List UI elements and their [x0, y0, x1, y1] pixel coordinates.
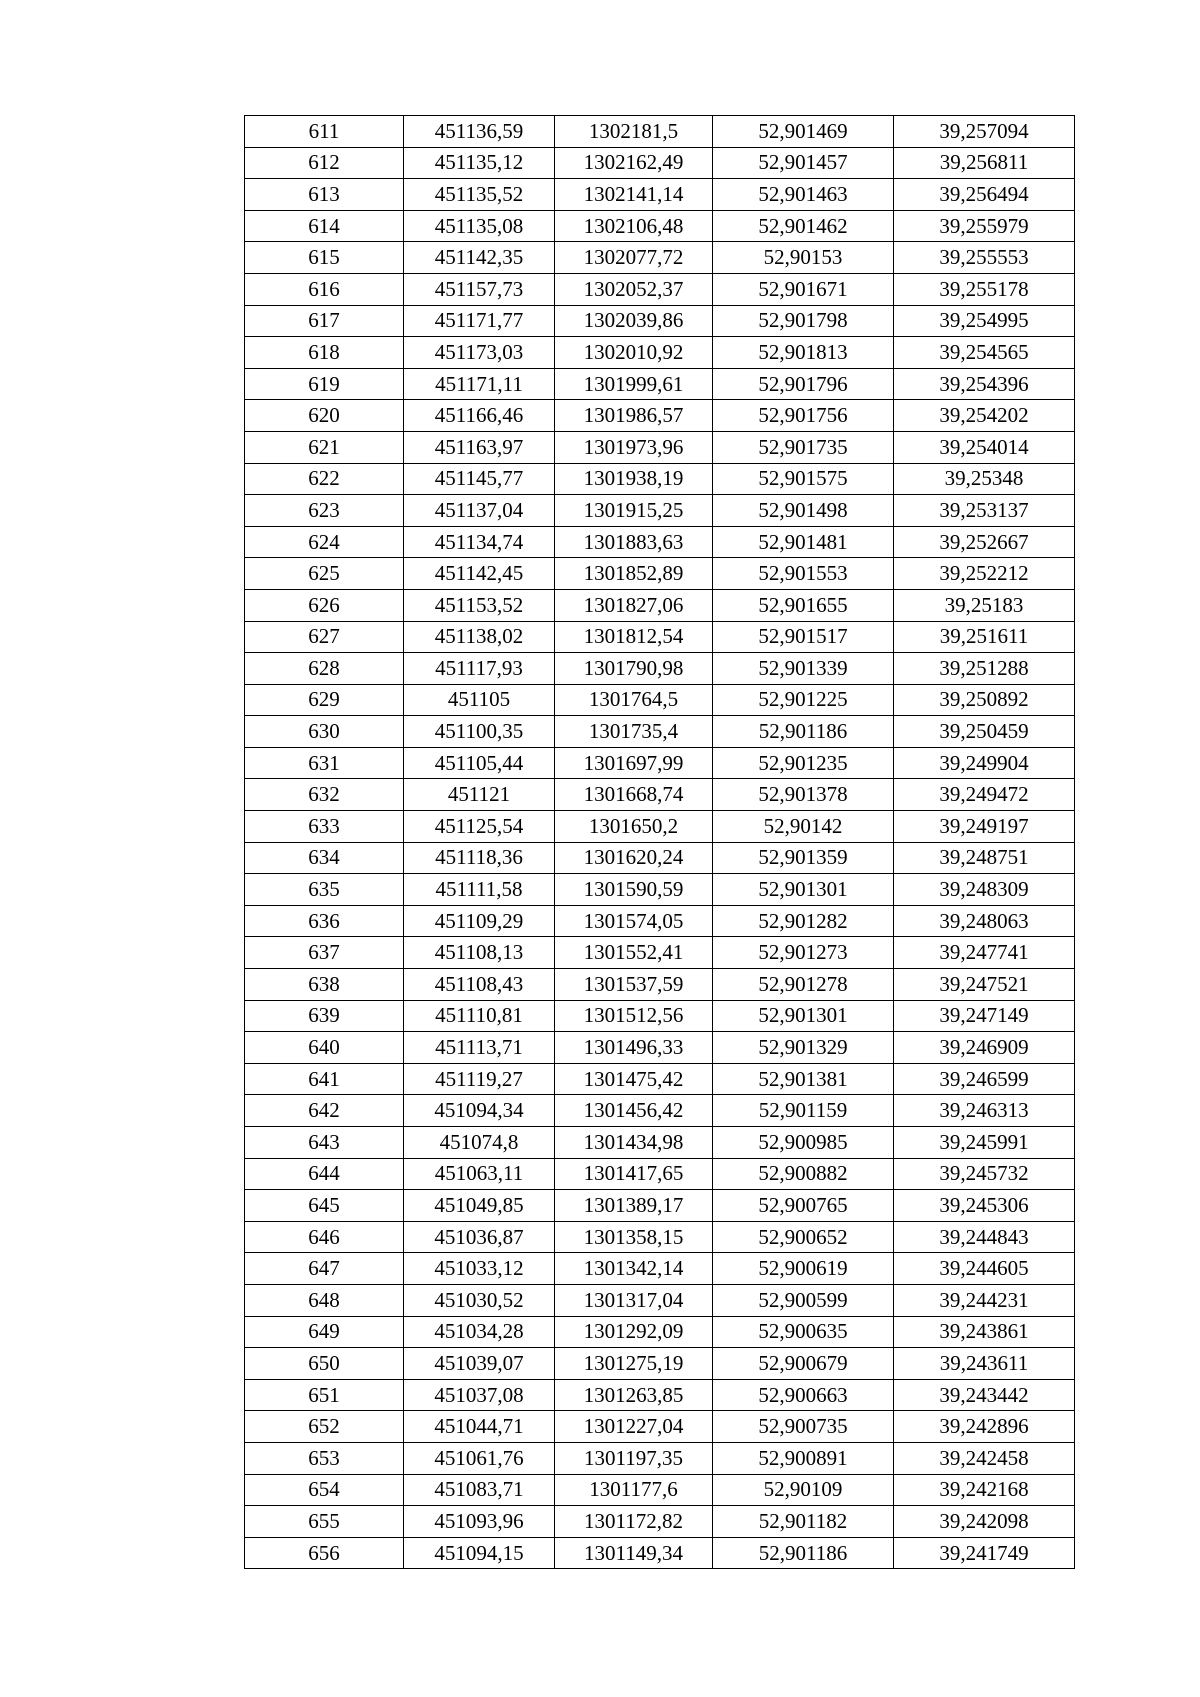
latitude-cell: 52,901329 [713, 1032, 894, 1064]
x-coordinate-cell: 451118,36 [404, 842, 555, 874]
y-coordinate-cell: 1302181,5 [555, 116, 713, 148]
point-number-cell: 650 [245, 1348, 404, 1380]
y-coordinate-cell: 1301999,61 [555, 368, 713, 400]
latitude-cell: 52,900652 [713, 1221, 894, 1253]
table-row [245, 937, 1075, 969]
x-coordinate-cell: 451109,29 [404, 905, 555, 937]
point-number-cell: 627 [245, 621, 404, 653]
x-coordinate-cell: 451136,59 [404, 116, 555, 148]
y-coordinate-cell: 1302039,86 [555, 305, 713, 337]
y-coordinate-cell: 1301227,04 [555, 1411, 713, 1443]
x-coordinate-cell: 451117,93 [404, 653, 555, 685]
latitude-cell: 52,901182 [713, 1506, 894, 1538]
longitude-cell: 39,251288 [894, 653, 1075, 685]
longitude-cell: 39,244605 [894, 1253, 1075, 1285]
x-coordinate-cell: 451093,96 [404, 1506, 555, 1538]
point-number-cell: 619 [245, 368, 404, 400]
x-coordinate-cell: 451034,28 [404, 1316, 555, 1348]
y-coordinate-cell: 1301275,19 [555, 1348, 713, 1380]
latitude-cell: 52,901225 [713, 684, 894, 716]
y-coordinate-cell: 1301263,85 [555, 1379, 713, 1411]
point-number-cell: 652 [245, 1411, 404, 1443]
table-row [245, 842, 1075, 874]
longitude-cell: 39,242098 [894, 1506, 1075, 1538]
table-row [245, 1506, 1075, 1538]
table-row [245, 1474, 1075, 1506]
y-coordinate-cell: 1301434,98 [555, 1127, 713, 1159]
longitude-cell: 39,255553 [894, 242, 1075, 274]
y-coordinate-cell: 1301197,35 [555, 1442, 713, 1474]
latitude-cell: 52,901517 [713, 621, 894, 653]
point-number-cell: 614 [245, 210, 404, 242]
longitude-cell: 39,249472 [894, 779, 1075, 811]
table-row [245, 653, 1075, 685]
longitude-cell: 39,25348 [894, 463, 1075, 495]
table-row [245, 684, 1075, 716]
longitude-cell: 39,241749 [894, 1537, 1075, 1569]
longitude-cell: 39,244231 [894, 1284, 1075, 1316]
longitude-cell: 39,248309 [894, 874, 1075, 906]
latitude-cell: 52,901273 [713, 937, 894, 969]
table-row [245, 463, 1075, 495]
y-coordinate-cell: 1301650,2 [555, 811, 713, 843]
longitude-cell: 39,245306 [894, 1190, 1075, 1222]
latitude-cell: 52,901655 [713, 589, 894, 621]
longitude-cell: 39,251611 [894, 621, 1075, 653]
longitude-cell: 39,252667 [894, 526, 1075, 558]
x-coordinate-cell: 451113,71 [404, 1032, 555, 1064]
y-coordinate-cell: 1301537,59 [555, 969, 713, 1001]
table-row [245, 811, 1075, 843]
x-coordinate-cell: 451105 [404, 684, 555, 716]
latitude-cell: 52,90109 [713, 1474, 894, 1506]
latitude-cell: 52,901798 [713, 305, 894, 337]
x-coordinate-cell: 451063,11 [404, 1158, 555, 1190]
x-coordinate-cell: 451135,52 [404, 179, 555, 211]
table-row [245, 1221, 1075, 1253]
x-coordinate-cell: 451030,52 [404, 1284, 555, 1316]
point-number-cell: 646 [245, 1221, 404, 1253]
point-number-cell: 621 [245, 431, 404, 463]
y-coordinate-cell: 1301986,57 [555, 400, 713, 432]
point-number-cell: 615 [245, 242, 404, 274]
longitude-cell: 39,244843 [894, 1221, 1075, 1253]
table-row [245, 1032, 1075, 1064]
longitude-cell: 39,253137 [894, 495, 1075, 527]
longitude-cell: 39,245732 [894, 1158, 1075, 1190]
table-row [245, 1348, 1075, 1380]
y-coordinate-cell: 1301292,09 [555, 1316, 713, 1348]
y-coordinate-cell: 1302052,37 [555, 273, 713, 305]
point-number-cell: 626 [245, 589, 404, 621]
y-coordinate-cell: 1301177,6 [555, 1474, 713, 1506]
longitude-cell: 39,254014 [894, 431, 1075, 463]
table-row [245, 495, 1075, 527]
y-coordinate-cell: 1301417,65 [555, 1158, 713, 1190]
point-number-cell: 625 [245, 558, 404, 590]
longitude-cell: 39,250892 [894, 684, 1075, 716]
table-row [245, 1284, 1075, 1316]
x-coordinate-cell: 451166,46 [404, 400, 555, 432]
point-number-cell: 623 [245, 495, 404, 527]
point-number-cell: 622 [245, 463, 404, 495]
y-coordinate-cell: 1302010,92 [555, 337, 713, 369]
latitude-cell: 52,901462 [713, 210, 894, 242]
latitude-cell: 52,901186 [713, 1537, 894, 1569]
latitude-cell: 52,901186 [713, 716, 894, 748]
y-coordinate-cell: 1301620,24 [555, 842, 713, 874]
y-coordinate-cell: 1301827,06 [555, 589, 713, 621]
longitude-cell: 39,248063 [894, 905, 1075, 937]
longitude-cell: 39,247149 [894, 1000, 1075, 1032]
latitude-cell: 52,900891 [713, 1442, 894, 1474]
point-number-cell: 611 [245, 116, 404, 148]
latitude-cell: 52,900735 [713, 1411, 894, 1443]
coordinates-table [244, 115, 1075, 1569]
point-number-cell: 629 [245, 684, 404, 716]
point-number-cell: 647 [245, 1253, 404, 1285]
longitude-cell: 39,245991 [894, 1127, 1075, 1159]
x-coordinate-cell: 451138,02 [404, 621, 555, 653]
y-coordinate-cell: 1301456,42 [555, 1095, 713, 1127]
longitude-cell: 39,252212 [894, 558, 1075, 590]
point-number-cell: 639 [245, 1000, 404, 1032]
point-number-cell: 656 [245, 1537, 404, 1569]
table-row [245, 526, 1075, 558]
point-number-cell: 649 [245, 1316, 404, 1348]
latitude-cell: 52,901301 [713, 1000, 894, 1032]
point-number-cell: 654 [245, 1474, 404, 1506]
point-number-cell: 630 [245, 716, 404, 748]
table-row [245, 116, 1075, 148]
point-number-cell: 624 [245, 526, 404, 558]
y-coordinate-cell: 1301668,74 [555, 779, 713, 811]
x-coordinate-cell: 451110,81 [404, 1000, 555, 1032]
y-coordinate-cell: 1301764,5 [555, 684, 713, 716]
table-row [245, 1158, 1075, 1190]
x-coordinate-cell: 451083,71 [404, 1474, 555, 1506]
table-row [245, 400, 1075, 432]
table-row [245, 716, 1075, 748]
y-coordinate-cell: 1301496,33 [555, 1032, 713, 1064]
longitude-cell: 39,247741 [894, 937, 1075, 969]
point-number-cell: 628 [245, 653, 404, 685]
y-coordinate-cell: 1302162,49 [555, 147, 713, 179]
x-coordinate-cell: 451134,74 [404, 526, 555, 558]
latitude-cell: 52,901756 [713, 400, 894, 432]
x-coordinate-cell: 451173,03 [404, 337, 555, 369]
table-row [245, 368, 1075, 400]
longitude-cell: 39,256811 [894, 147, 1075, 179]
y-coordinate-cell: 1301590,59 [555, 874, 713, 906]
latitude-cell: 52,900882 [713, 1158, 894, 1190]
y-coordinate-cell: 1301735,4 [555, 716, 713, 748]
point-number-cell: 648 [245, 1284, 404, 1316]
x-coordinate-cell: 451033,12 [404, 1253, 555, 1285]
latitude-cell: 52,900619 [713, 1253, 894, 1285]
point-number-cell: 633 [245, 811, 404, 843]
x-coordinate-cell: 451157,73 [404, 273, 555, 305]
x-coordinate-cell: 451135,12 [404, 147, 555, 179]
point-number-cell: 653 [245, 1442, 404, 1474]
y-coordinate-cell: 1301172,82 [555, 1506, 713, 1538]
point-number-cell: 636 [245, 905, 404, 937]
latitude-cell: 52,900679 [713, 1348, 894, 1380]
table-row [245, 210, 1075, 242]
table-row [245, 558, 1075, 590]
x-coordinate-cell: 451135,08 [404, 210, 555, 242]
longitude-cell: 39,242896 [894, 1411, 1075, 1443]
x-coordinate-cell: 451105,44 [404, 747, 555, 779]
y-coordinate-cell: 1301812,54 [555, 621, 713, 653]
latitude-cell: 52,901671 [713, 273, 894, 305]
latitude-cell: 52,901463 [713, 179, 894, 211]
longitude-cell: 39,254565 [894, 337, 1075, 369]
table-row [245, 589, 1075, 621]
x-coordinate-cell: 451171,77 [404, 305, 555, 337]
point-number-cell: 638 [245, 969, 404, 1001]
table-row [245, 905, 1075, 937]
point-number-cell: 612 [245, 147, 404, 179]
table-row [245, 1537, 1075, 1569]
point-number-cell: 613 [245, 179, 404, 211]
x-coordinate-cell: 451125,54 [404, 811, 555, 843]
x-coordinate-cell: 451100,35 [404, 716, 555, 748]
y-coordinate-cell: 1301512,56 [555, 1000, 713, 1032]
latitude-cell: 52,901553 [713, 558, 894, 590]
latitude-cell: 52,901378 [713, 779, 894, 811]
x-coordinate-cell: 451044,71 [404, 1411, 555, 1443]
longitude-cell: 39,254202 [894, 400, 1075, 432]
latitude-cell: 52,901359 [713, 842, 894, 874]
latitude-cell: 52,900765 [713, 1190, 894, 1222]
longitude-cell: 39,25183 [894, 589, 1075, 621]
point-number-cell: 642 [245, 1095, 404, 1127]
longitude-cell: 39,247521 [894, 969, 1075, 1001]
y-coordinate-cell: 1301574,05 [555, 905, 713, 937]
y-coordinate-cell: 1301973,96 [555, 431, 713, 463]
table-row [245, 969, 1075, 1001]
y-coordinate-cell: 1301342,14 [555, 1253, 713, 1285]
y-coordinate-cell: 1301389,17 [555, 1190, 713, 1222]
x-coordinate-cell: 451137,04 [404, 495, 555, 527]
y-coordinate-cell: 1302077,72 [555, 242, 713, 274]
table-row [245, 1253, 1075, 1285]
longitude-cell: 39,249197 [894, 811, 1075, 843]
point-number-cell: 631 [245, 747, 404, 779]
point-number-cell: 640 [245, 1032, 404, 1064]
y-coordinate-cell: 1301475,42 [555, 1063, 713, 1095]
table-row [245, 1316, 1075, 1348]
latitude-cell: 52,901481 [713, 526, 894, 558]
longitude-cell: 39,250459 [894, 716, 1075, 748]
latitude-cell: 52,901813 [713, 337, 894, 369]
y-coordinate-cell: 1302106,48 [555, 210, 713, 242]
longitude-cell: 39,243861 [894, 1316, 1075, 1348]
longitude-cell: 39,246909 [894, 1032, 1075, 1064]
table-row [245, 747, 1075, 779]
table-row [245, 1063, 1075, 1095]
table-row [245, 1000, 1075, 1032]
longitude-cell: 39,248751 [894, 842, 1075, 874]
latitude-cell: 52,900635 [713, 1316, 894, 1348]
longitude-cell: 39,249904 [894, 747, 1075, 779]
coordinates-table-body [245, 116, 1075, 1569]
x-coordinate-cell: 451171,11 [404, 368, 555, 400]
latitude-cell: 52,901301 [713, 874, 894, 906]
latitude-cell: 52,900663 [713, 1379, 894, 1411]
x-coordinate-cell: 451145,77 [404, 463, 555, 495]
y-coordinate-cell: 1301883,63 [555, 526, 713, 558]
table-row [245, 337, 1075, 369]
y-coordinate-cell: 1301317,04 [555, 1284, 713, 1316]
latitude-cell: 52,901735 [713, 431, 894, 463]
x-coordinate-cell: 451061,76 [404, 1442, 555, 1474]
longitude-cell: 39,255979 [894, 210, 1075, 242]
table-row [245, 779, 1075, 811]
x-coordinate-cell: 451163,97 [404, 431, 555, 463]
latitude-cell: 52,900599 [713, 1284, 894, 1316]
point-number-cell: 634 [245, 842, 404, 874]
y-coordinate-cell: 1301149,34 [555, 1537, 713, 1569]
y-coordinate-cell: 1301915,25 [555, 495, 713, 527]
x-coordinate-cell: 451037,08 [404, 1379, 555, 1411]
x-coordinate-cell: 451094,15 [404, 1537, 555, 1569]
longitude-cell: 39,255178 [894, 273, 1075, 305]
table-row [245, 147, 1075, 179]
point-number-cell: 618 [245, 337, 404, 369]
table-row [245, 1127, 1075, 1159]
x-coordinate-cell: 451119,27 [404, 1063, 555, 1095]
longitude-cell: 39,254396 [894, 368, 1075, 400]
latitude-cell: 52,901796 [713, 368, 894, 400]
x-coordinate-cell: 451049,85 [404, 1190, 555, 1222]
latitude-cell: 52,901235 [713, 747, 894, 779]
table-row [245, 621, 1075, 653]
longitude-cell: 39,246599 [894, 1063, 1075, 1095]
latitude-cell: 52,901498 [713, 495, 894, 527]
x-coordinate-cell: 451036,87 [404, 1221, 555, 1253]
latitude-cell: 52,901457 [713, 147, 894, 179]
y-coordinate-cell: 1301790,98 [555, 653, 713, 685]
latitude-cell: 52,901282 [713, 905, 894, 937]
table-row [245, 874, 1075, 906]
table-row [245, 1190, 1075, 1222]
latitude-cell: 52,901469 [713, 116, 894, 148]
table-row [245, 305, 1075, 337]
x-coordinate-cell: 451121 [404, 779, 555, 811]
x-coordinate-cell: 451039,07 [404, 1348, 555, 1380]
longitude-cell: 39,254995 [894, 305, 1075, 337]
table-row [245, 242, 1075, 274]
latitude-cell: 52,901575 [713, 463, 894, 495]
point-number-cell: 616 [245, 273, 404, 305]
table-row [245, 1411, 1075, 1443]
longitude-cell: 39,257094 [894, 116, 1075, 148]
table-row [245, 179, 1075, 211]
x-coordinate-cell: 451074,8 [404, 1127, 555, 1159]
point-number-cell: 644 [245, 1158, 404, 1190]
point-number-cell: 641 [245, 1063, 404, 1095]
latitude-cell: 52,90153 [713, 242, 894, 274]
x-coordinate-cell: 451108,13 [404, 937, 555, 969]
latitude-cell: 52,90142 [713, 811, 894, 843]
latitude-cell: 52,901339 [713, 653, 894, 685]
point-number-cell: 655 [245, 1506, 404, 1538]
x-coordinate-cell: 451111,58 [404, 874, 555, 906]
longitude-cell: 39,256494 [894, 179, 1075, 211]
x-coordinate-cell: 451142,45 [404, 558, 555, 590]
longitude-cell: 39,243611 [894, 1348, 1075, 1380]
latitude-cell: 52,901381 [713, 1063, 894, 1095]
y-coordinate-cell: 1301697,99 [555, 747, 713, 779]
point-number-cell: 651 [245, 1379, 404, 1411]
x-coordinate-cell: 451153,52 [404, 589, 555, 621]
longitude-cell: 39,243442 [894, 1379, 1075, 1411]
latitude-cell: 52,900985 [713, 1127, 894, 1159]
point-number-cell: 635 [245, 874, 404, 906]
table-row [245, 1095, 1075, 1127]
table-row [245, 1379, 1075, 1411]
x-coordinate-cell: 451142,35 [404, 242, 555, 274]
y-coordinate-cell: 1301938,19 [555, 463, 713, 495]
y-coordinate-cell: 1301552,41 [555, 937, 713, 969]
latitude-cell: 52,901278 [713, 969, 894, 1001]
point-number-cell: 620 [245, 400, 404, 432]
y-coordinate-cell: 1302141,14 [555, 179, 713, 211]
table-row [245, 273, 1075, 305]
point-number-cell: 637 [245, 937, 404, 969]
longitude-cell: 39,242458 [894, 1442, 1075, 1474]
y-coordinate-cell: 1301852,89 [555, 558, 713, 590]
x-coordinate-cell: 451094,34 [404, 1095, 555, 1127]
point-number-cell: 632 [245, 779, 404, 811]
longitude-cell: 39,246313 [894, 1095, 1075, 1127]
x-coordinate-cell: 451108,43 [404, 969, 555, 1001]
point-number-cell: 645 [245, 1190, 404, 1222]
point-number-cell: 643 [245, 1127, 404, 1159]
y-coordinate-cell: 1301358,15 [555, 1221, 713, 1253]
point-number-cell: 617 [245, 305, 404, 337]
longitude-cell: 39,242168 [894, 1474, 1075, 1506]
table-row [245, 431, 1075, 463]
table-row [245, 1442, 1075, 1474]
latitude-cell: 52,901159 [713, 1095, 894, 1127]
